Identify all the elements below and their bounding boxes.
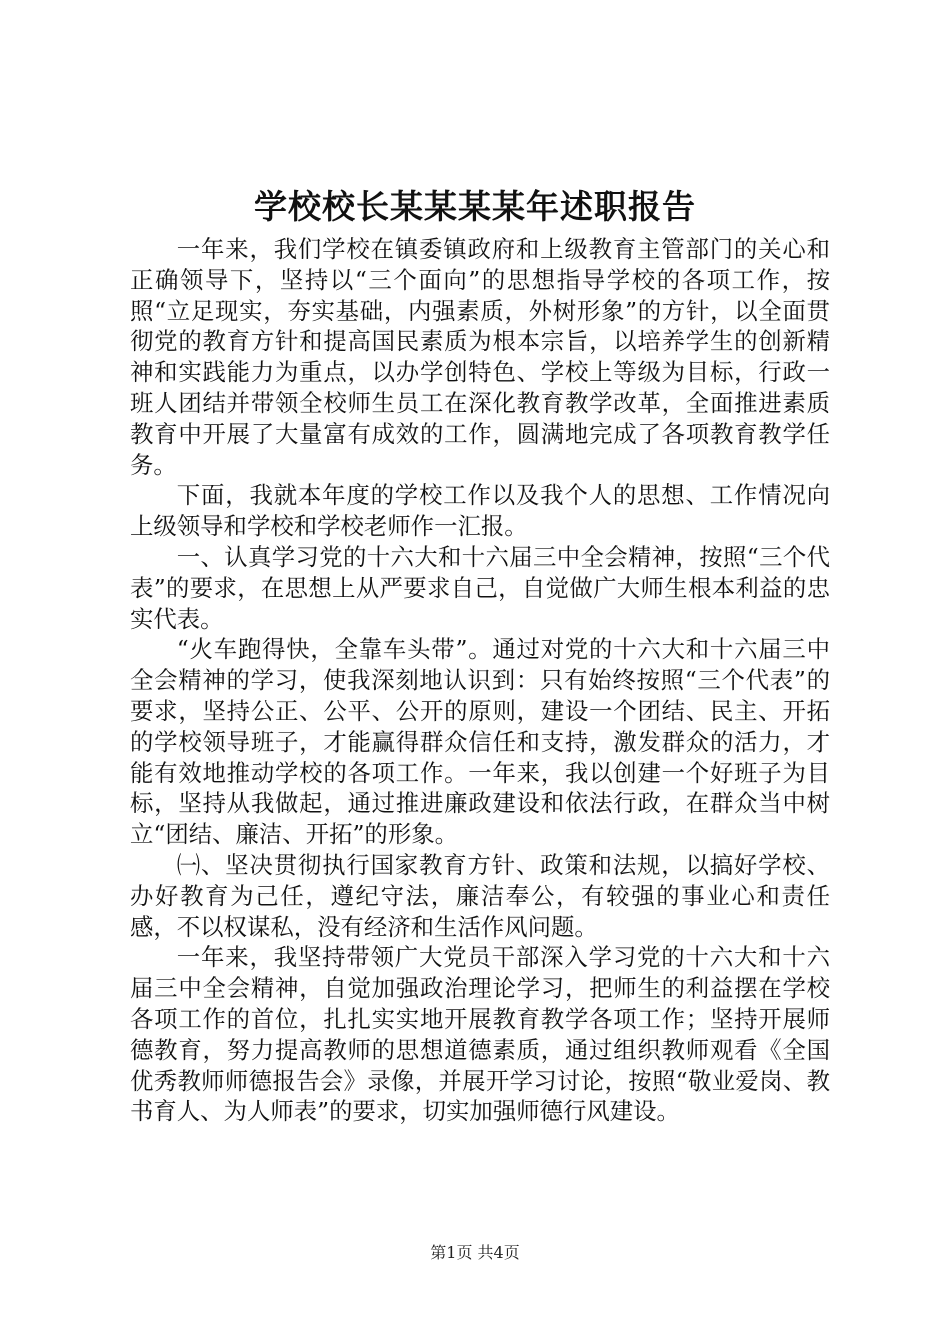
document-title: 学校校长某某某某年述职报告 [254,187,696,226]
paragraph-report-overview: 下面，我就本年度的学校工作以及我个人的思想、工作情况向上级领导和学校和学校老师作一汇报。 [130,481,830,541]
page-number-footer: 第1页 共4页 [430,1243,520,1262]
paragraph-party-study: 一年来，我坚持带领广大党员干部深入学习党的十六大和十六届三中全会精神，自觉加强政治理论学习，把师生的利益摆在学校各项工作的首位，扎扎实实地开展教育教学各项工作；坚持开展师德教育，努力提高教师的思想道德素质，通过组织教师观看《全国优秀教师师德报告会》录像，并展开学习讨论，按照“敬业爱岗、教书育人、为人师表”的要求，切实加强师德行风建设。 [130,943,830,1126]
paragraph-section-one-heading: 一、认真学习党的十六大和十六届三中全会精神，按照“三个代表”的要求，在思想上从严要求自己，自觉做广大师生根本利益的忠实代表。 [130,542,830,633]
paragraph-leadership: “火车跑得快，全靠车头带”。通过对党的十六大和十六届三中全会精神的学习，使我深刻地认识到：只有始终按照“三个代表”的要求，坚持公正、公平、公开的原则，建设一个团结、民主、开拓的学校领导班子，才能赢得群众信任和支持，激发群众的活力，才能有效地推动学校的各项工作。一年来，我以创建一个好班子为目标，坚持从我做起，通过推进廉政建设和依法行政，在群众当中树立“团结、廉洁、开拓”的形象。 [130,635,830,849]
document-body [130,234,830,1127]
paragraph-intro: 一年来，我们学校在镇委镇政府和上级教育主管部门的关心和正确领导下，坚持以“三个面向”的思想指导学校的各项工作，按照“立足现实，夯实基础，内强素质，外树形象”的方针，以全面贯彻党的教育方针和提高国民素质为根本宗旨，以培养学生的创新精神和实践能力为重点，以办学创特色、学校上等级为目标，行政一班人团结并带领全校师生员工在深化教育教学改革，全面推进素质教育中开展了大量富有成效的工作，圆满地完成了各项教育教学任务。 [130,235,830,479]
paragraph-subsection-one: ㈠、坚决贯彻执行国家教育方针、政策和法规，以搞好学校、办好教育为己任，遵纪守法，廉洁奉公，有较强的事业心和责任感，不以权谋私，没有经济和生活作风问题。 [130,850,830,941]
